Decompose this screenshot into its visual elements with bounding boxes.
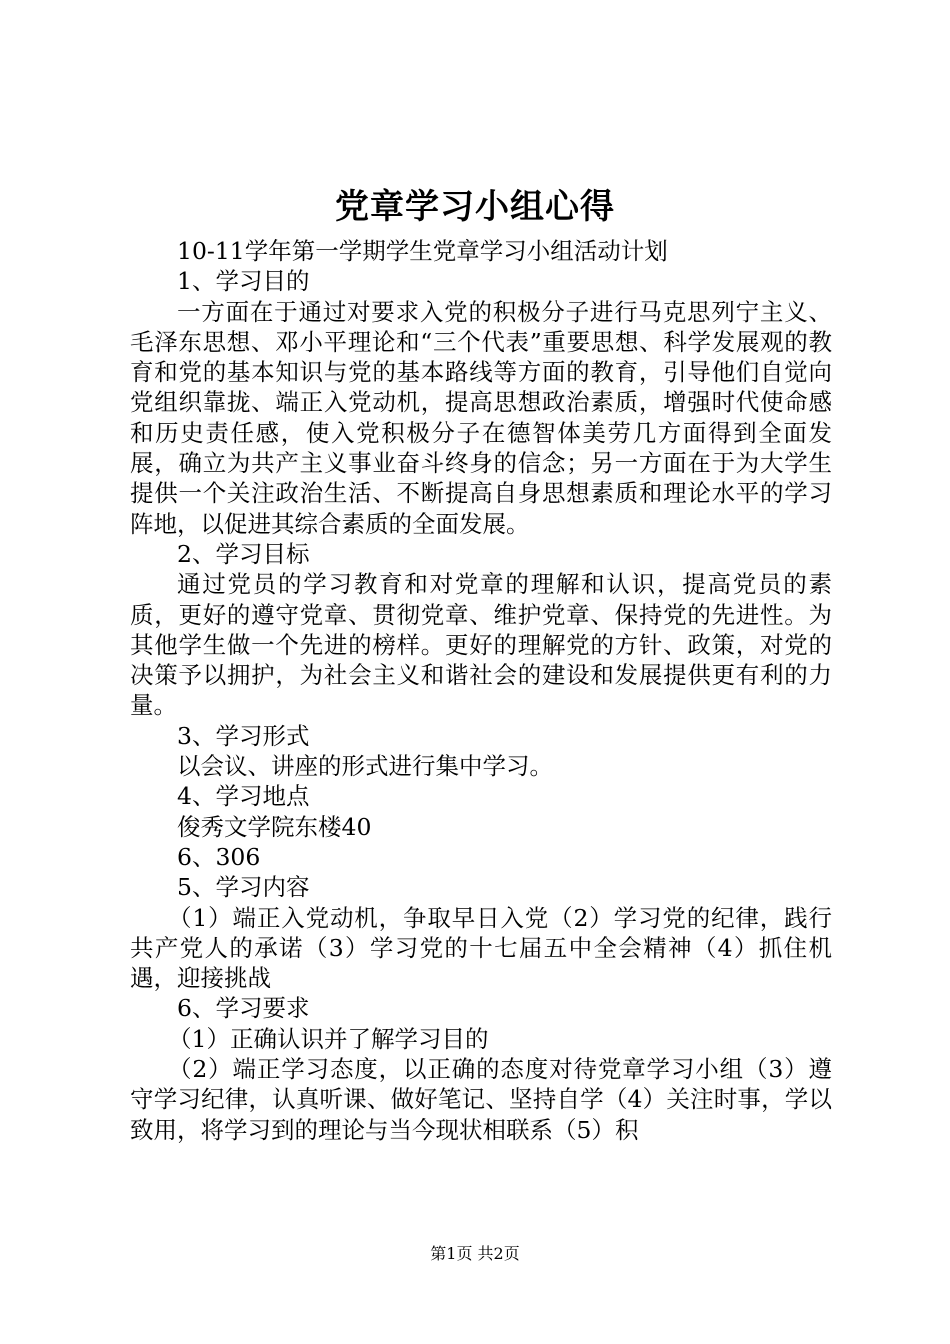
paragraph-study-location: 俊秀文学院东楼40 (177, 812, 372, 841)
heading-study-content: 5、学习内容 (177, 873, 310, 902)
document-title: 党章学习小组心得 (335, 187, 615, 227)
paragraph-study-form: 以会议、讲座的形式进行集中学习。 (177, 752, 553, 781)
heading-study-form: 3、学习形式 (177, 721, 310, 750)
page-indicator: 第1页 共2页 (430, 1244, 520, 1263)
heading-study-requirements: 6、学习要求 (177, 994, 310, 1023)
document-body (130, 236, 832, 1145)
paragraph-study-purpose: 一方面在于通过对要求入党的积极分子进行马克思列宁主义、毛泽东思想、邓小平理论和“三个代表”重要思想、科学发展观的教育和党的基本知识与党的基本路线等方面的教育，引导他们自觉向党组织靠拢、端正入党动机，提高思想政治素质，增强时代使命感和历史责任感，使入党积极分子在德智体美劳几方面得到全面发展，确立为共产主义事业奋斗终身的信念；另一方面在于为大学生提供一个关注政治生活、不断提高自身思想素质和理论水平的学习阵地，以促进其综合素质的全面发展。 (130, 297, 832, 538)
heading-study-location: 4、学习地点 (177, 782, 310, 811)
paragraph-study-goal: 通过党员的学习教育和对党章的理解和认识，提高党员的素质，更好的遵守党章、贯彻党章、维护党章、保持党的先进性。为其他学生做一个先进的榜样。更好的理解党的方针、政策，对党的决策予以拥护，为社会主义和谐社会的建设和发展提供更有利的力量。 (130, 570, 832, 720)
paragraph-requirement-1: （1）正确认识并了解学习目的 (168, 1024, 489, 1053)
heading-study-purpose: 1、学习目的 (177, 267, 310, 296)
paragraph-requirement-2: （2）端正学习态度，以正确的态度对待党章学习小组（3）遵守学习纪律，认真听课、做好笔记、坚持自学（4）关注时事，学以致用，将学习到的理论与当今现状相联系（5）积 (130, 1055, 832, 1144)
paragraph-study-content: （1）端正入党动机，争取早日入党（2）学习党的纪律，践行共产党人的承诺（3）学习党的十七届五中全会精神（4）抓住机遇，迎接挑战 (130, 903, 832, 993)
paragraph-room-number: 6、306 (177, 842, 261, 871)
paragraph-plan-title: 10-11学年第一学期学生党章学习小组活动计划 (177, 237, 668, 265)
heading-study-goal: 2、学习目标 (177, 539, 310, 568)
